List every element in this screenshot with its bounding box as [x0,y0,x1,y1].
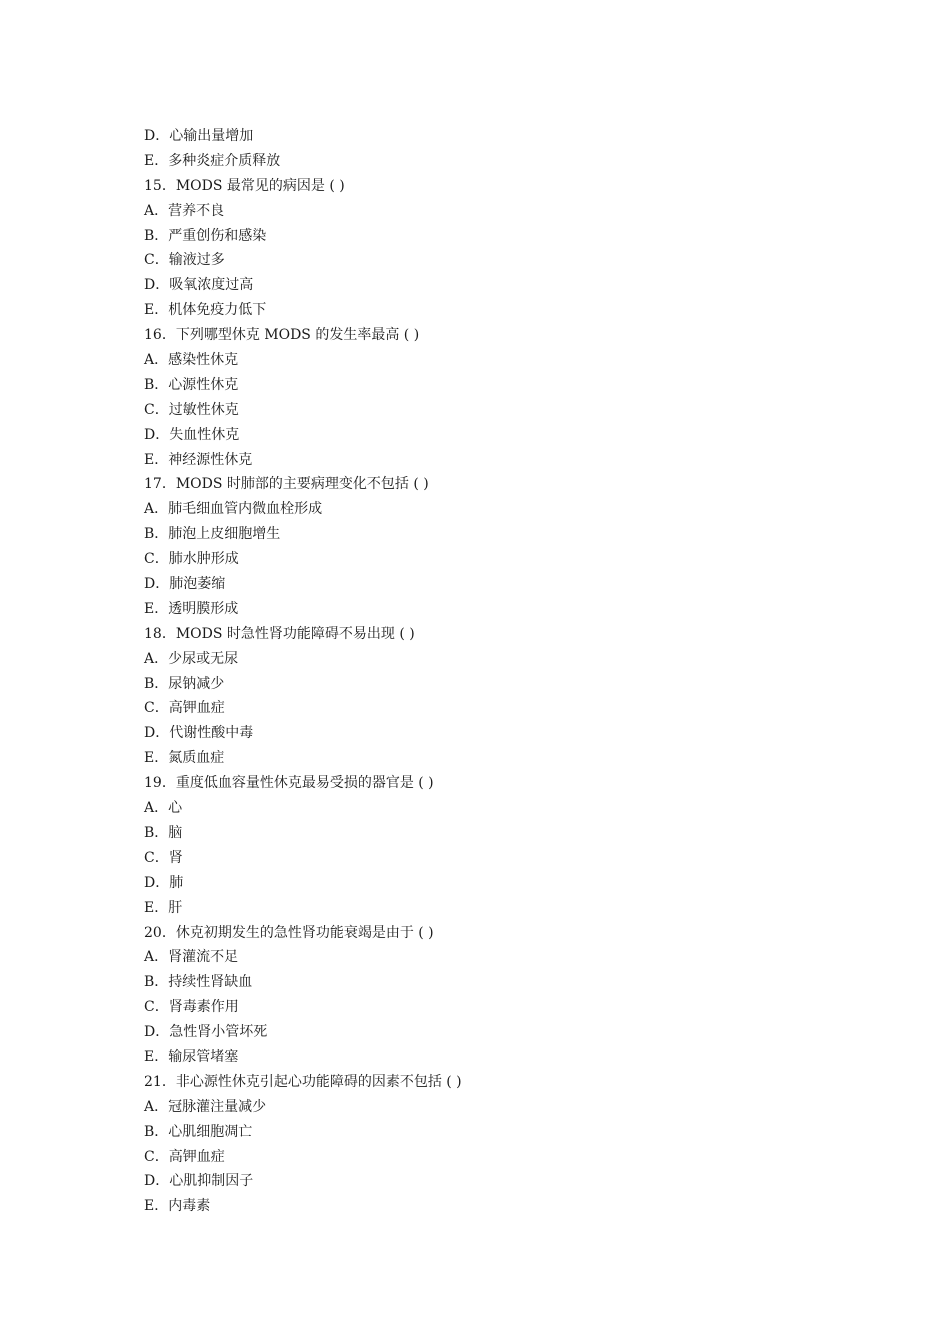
option-line: E．内毒素 [144,1198,211,1215]
question-line: 21．非心源性休克引起心功能障碍的因素不包括 ( ) [144,1073,462,1090]
option-line: A．少尿或无尿 [144,650,239,667]
option-line: C．肾毒素作用 [144,999,239,1016]
document-page [144,124,844,1219]
option-line: D．失血性休克 [144,426,240,443]
question-line: 16．下列哪型休克 MODS 的发生率最高 ( ) [144,327,420,344]
option-line: E．神经源性休克 [144,451,253,468]
option-line: B．持续性肾缺血 [144,974,253,991]
question-line: 17．MODS 时肺部的主要病理变化不包括 ( ) [144,476,429,493]
option-line: D．心输出量增加 [144,128,254,144]
option-line: D．吸氧浓度过高 [144,277,254,294]
option-line: B．心肌细胞凋亡 [144,1123,253,1140]
option-line: B．肺泡上皮细胞增生 [144,526,281,543]
option-line: C．肺水肿形成 [144,551,239,568]
option-line: A．感染性休克 [144,352,239,369]
question-line: 19．重度低血容量性休克最易受损的器官是 ( ) [144,775,434,792]
option-line: E．肝 [144,899,183,916]
option-line: A．冠脉灌注量减少 [144,1098,267,1115]
option-line: C．过敏性休克 [144,401,239,418]
option-line: C．高钾血症 [144,700,225,717]
option-line: C．肾 [144,849,183,866]
option-line: B．心源性休克 [144,376,239,393]
option-line: E．机体免疫力低下 [144,302,267,319]
option-line: B．严重创伤和感染 [144,227,267,244]
option-line: E．氮质血症 [144,750,225,767]
option-line: B．尿钠减少 [144,675,225,692]
question-line: 20．休克初期发生的急性肾功能衰竭是由于 ( ) [144,924,434,941]
option-line: D．代谢性酸中毒 [144,725,254,742]
option-line: D．心肌抑制因子 [144,1173,254,1190]
option-line: A．肺毛细血管内微血栓形成 [144,501,323,518]
question-line: 15．MODS 最常见的病因是 ( ) [144,177,345,194]
option-line: D．肺 [144,874,184,891]
option-line: C．高钾血症 [144,1148,225,1165]
option-line: C．输液过多 [144,252,225,269]
option-line: D．肺泡萎缩 [144,576,226,593]
option-line: D．急性肾小管坏死 [144,1024,268,1041]
option-line: B．脑 [144,824,183,841]
option-line: E．多种炎症介质释放 [144,152,281,169]
option-line: A．心 [144,800,183,817]
question-line: 18．MODS 时急性肾功能障碍不易出现 ( ) [144,625,415,642]
option-line: A．营养不良 [144,202,225,219]
option-line: A．肾灌流不足 [144,949,239,966]
option-line: E．透明膜形成 [144,600,239,617]
option-line: E．输尿管堵塞 [144,1048,239,1065]
